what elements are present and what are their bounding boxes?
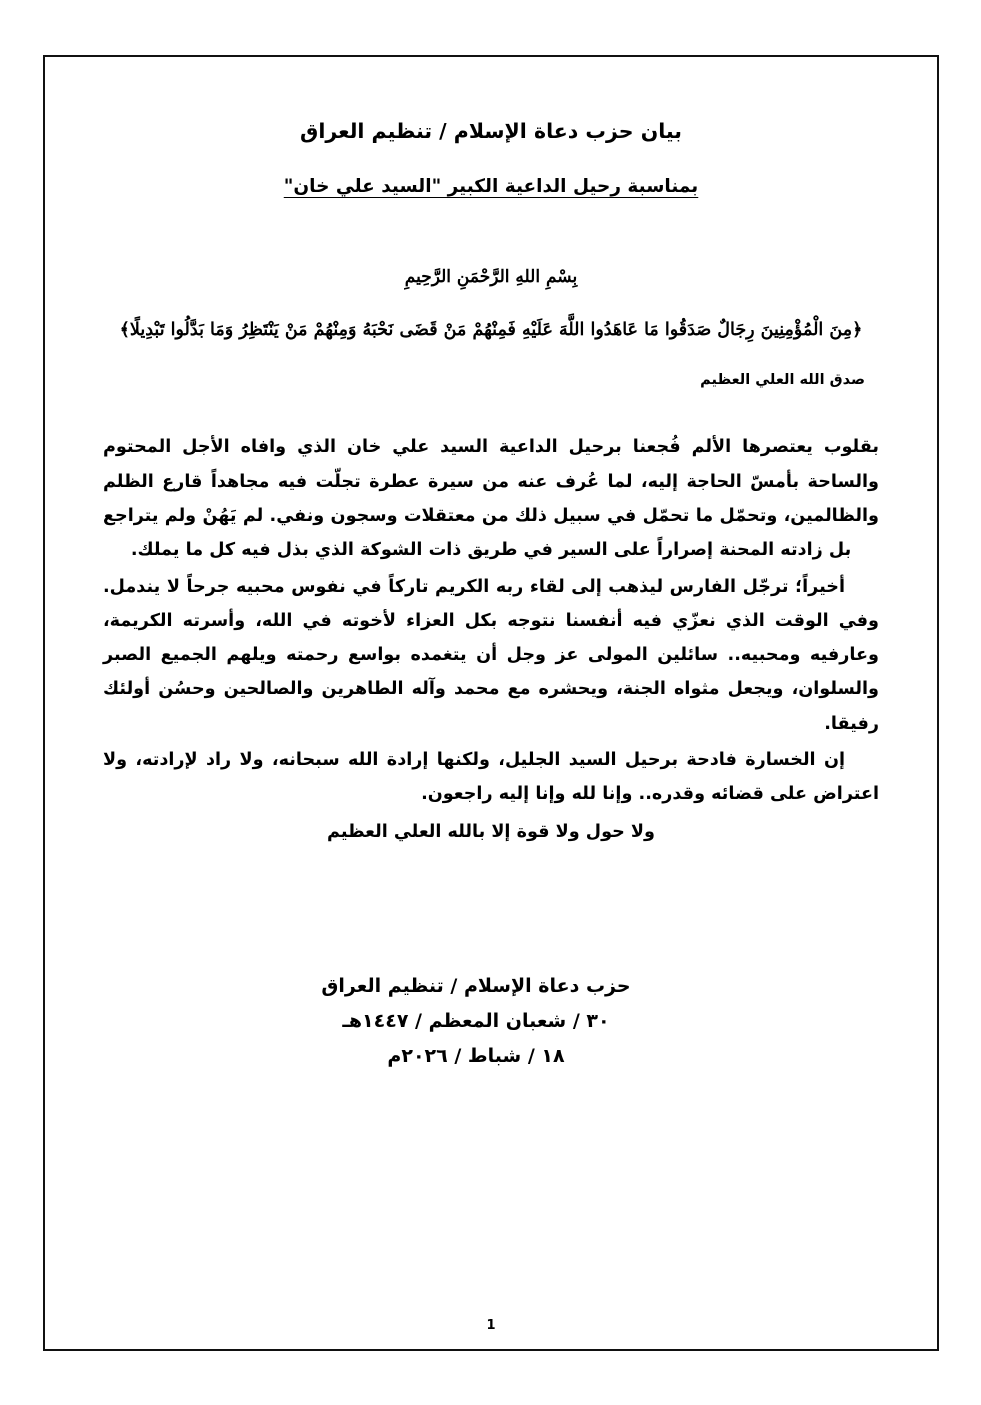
signature-gregorian-date: ١٨ / شباط / ٢٠٢٦م xyxy=(387,1045,565,1068)
paragraph-2: أخيراً؛ ترجّل الفارس ليذهب إلى لقاء ربه الكريم تاركاً في نفوس محبيه جرحاً لا يندمل. وفي الوقت الذي نعزّي فيه أنفسنا نتوجه بكل العزاء لأخوته في الله، وأسرته الكريمة، وعارفيه ومحبيه.. سائلين المولى عز وجل أن يتغمده بواسع رحمته ويلهم الجميع الصبر والسلوان، ويجعل مثواه الجنة، ويحشره مع محمد وآله الطاهرين والصالحين وحسُن أولئك رفيقا. xyxy=(103,576,879,734)
signature-organization: حزب دعاة الإسلام / تنظيم العراق xyxy=(321,975,631,998)
document-page xyxy=(43,55,939,1351)
closing-line: ولا حول ولا قوة إلا بالله العلي العظيم xyxy=(327,821,655,842)
page-subtitle: بمناسبة رحيل الداعية الكبير "السيد علي خان" xyxy=(283,175,699,197)
paragraph-3: إن الخسارة فادحة برحيل السيد الجليل، ولكنها إرادة الله سبحانه، ولا راد لإرادته، ولا اعتراض على قضائه وقدره.. وإنا لله وإنا إليه راجعون. xyxy=(103,750,879,805)
document-header xyxy=(103,115,879,201)
basmala-text: بِسْمِ اللهِ الرَّحْمَنِ الرَّحِيمِ xyxy=(404,267,578,288)
document-body xyxy=(103,430,879,849)
page-content xyxy=(45,57,937,1349)
paragraph-1: بقلوب يعتصرها الألم فُجعنا برحيل الداعية السيد علي خان الذي وافاه الأجل المحتوم والساحة بأمسّ الحاجة إليه، لما عُرف عنه من سيرة عطرة تجلّت فيه مجاهداً قارع الظلم والظالمين، وتحمّل ما تحمّل في سبيل ذلك من معتقلات وسجون ونفي. لم يَهُنْ ولم يتراجع بل زادته المحنة إصراراً على السير في طريق ذات الشوكة الذي بذل فيه كل ما يملك. xyxy=(103,437,879,561)
signature-hijri-date: ٣٠ / شعبان المعظم / ١٤٤٧هـ xyxy=(342,1010,610,1033)
quran-verse: ﴿مِنَ الْمُؤْمِنِينَ رِجَالٌ صَدَقُوا مَا عَاهَدُوا اللَّهَ عَلَيْهِ فَمِنْهُمْ مَنْ قَضَى نَحْبَهُ وَمِنْهُمْ مَنْ يَنْتَظِرُ وَمَا بَدَّلُوا تَبْدِيلًا﴾ xyxy=(119,320,863,341)
page-number: 1 xyxy=(486,1318,496,1333)
page-title: بيان حزب دعاة الإسلام / تنظيم العراق xyxy=(300,119,682,143)
signature-block xyxy=(103,969,879,1074)
verse-attribution: صدق الله العلي العظيم xyxy=(700,372,865,389)
